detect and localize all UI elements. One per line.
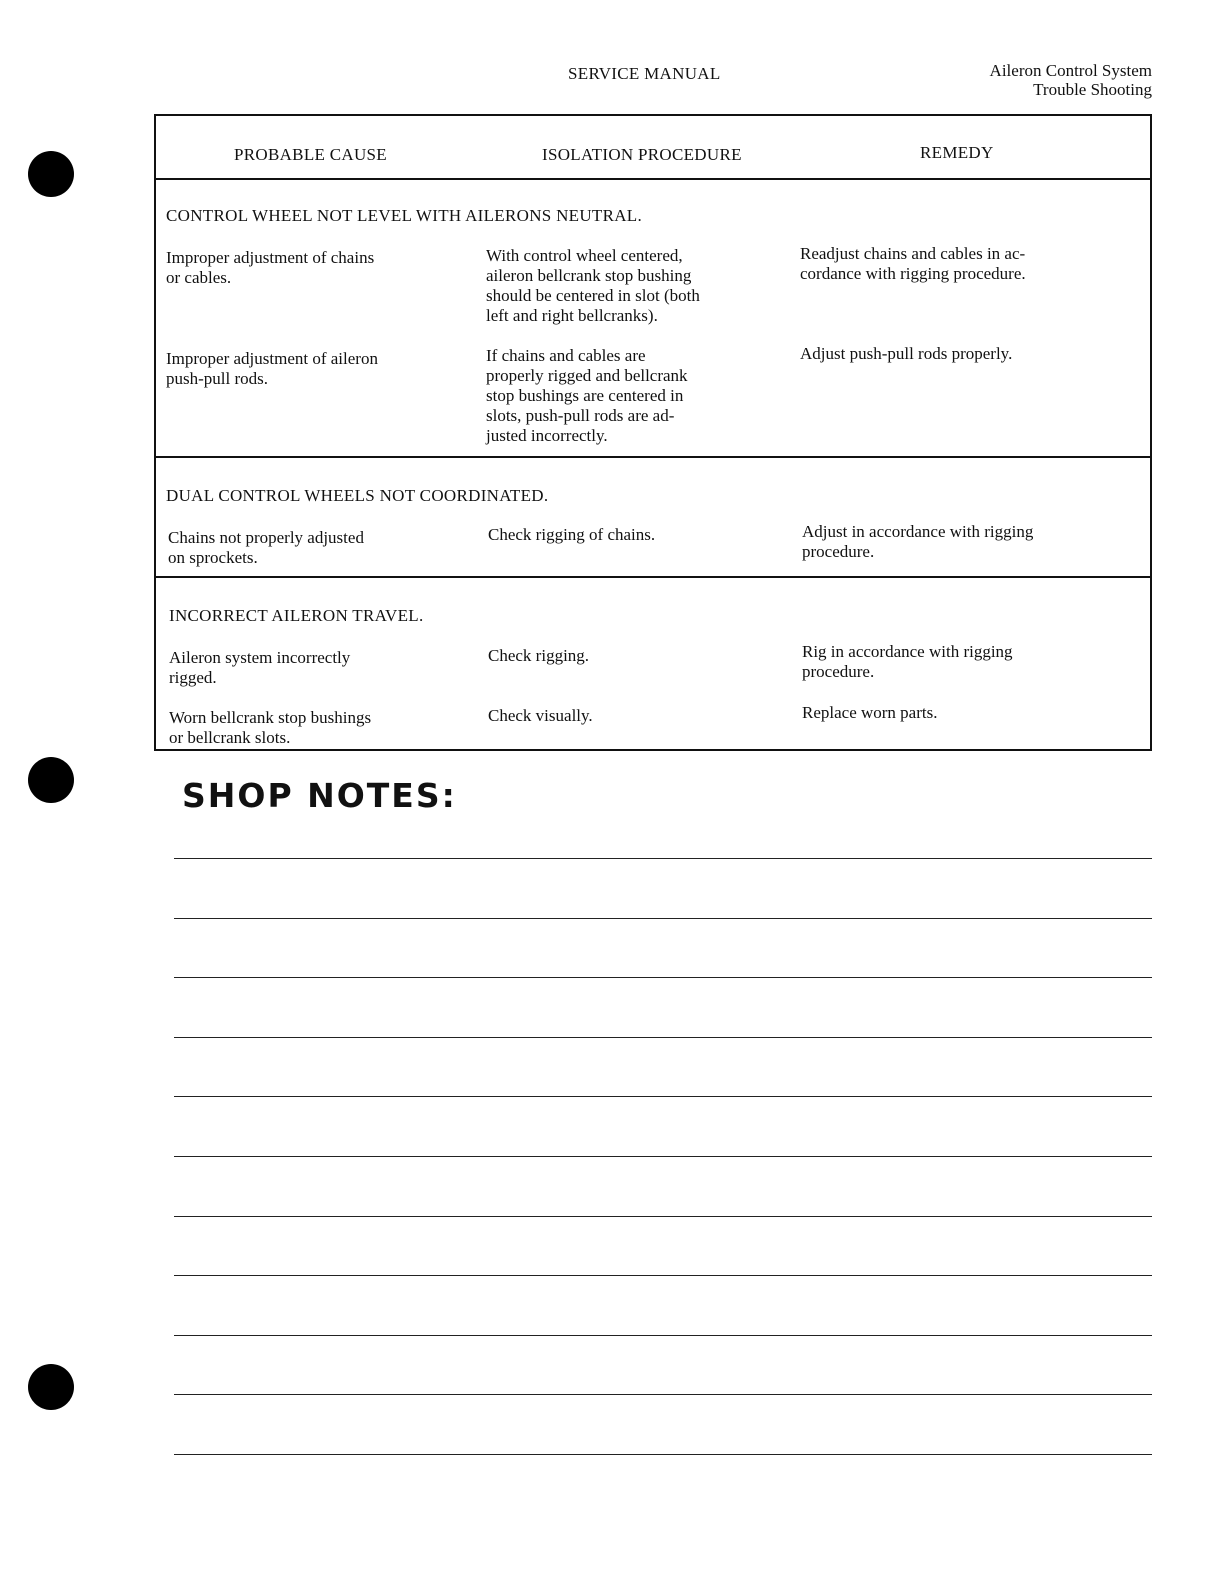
note-line xyxy=(174,1096,1152,1097)
note-line xyxy=(174,977,1152,978)
troubleshooting-table xyxy=(154,114,1152,751)
note-line xyxy=(174,1454,1152,1455)
table-section xyxy=(156,456,1150,576)
note-line xyxy=(174,1037,1152,1038)
section-title: CONTROL WHEEL NOT LEVEL WITH AILERONS NEUTRAL. xyxy=(166,206,643,225)
remedy-cell: Adjust in accordance with rigging procedure. xyxy=(802,522,1034,561)
isolation-procedure-cell: If chains and cables are properly rigged and bellcrank stop bushings are centered in slots, push-pull rods are ad- justed incorrectly. xyxy=(486,346,688,445)
column-header-probable-cause: PROBABLE CAUSE xyxy=(234,145,387,164)
binder-hole-top xyxy=(28,151,74,197)
shop-notes-heading: SHOP NOTES: xyxy=(182,776,457,815)
note-line xyxy=(174,918,1152,919)
remedy-cell: Adjust push-pull rods properly. xyxy=(800,344,1013,363)
note-line xyxy=(174,858,1152,859)
manual-title: SERVICE MANUAL xyxy=(568,64,721,83)
probable-cause-cell: Aileron system incorrectly rigged. xyxy=(169,648,351,687)
section-heading-line2: Trouble Shooting xyxy=(1033,80,1152,99)
note-line xyxy=(174,1394,1152,1395)
note-line xyxy=(174,1275,1152,1276)
remedy-cell: Readjust chains and cables in ac- cordance with rigging procedure. xyxy=(800,244,1026,283)
isolation-procedure-cell: With control wheel centered, aileron bellcrank stop bushing should be centered in slot (both left and right bellcranks). xyxy=(486,246,700,325)
note-line xyxy=(174,1216,1152,1217)
section-heading-line1: Aileron Control System xyxy=(989,61,1152,80)
probable-cause-cell: Improper adjustment of aileron push-pull rods. xyxy=(166,349,378,388)
note-line xyxy=(174,1156,1152,1157)
table-section xyxy=(156,178,1150,456)
probable-cause-cell: Worn bellcrank stop bushings or bellcrank slots. xyxy=(169,708,372,747)
section-title: DUAL CONTROL WHEELS NOT COORDINATED. xyxy=(166,486,549,505)
remedy-cell: Replace worn parts. xyxy=(802,703,938,722)
column-header-isolation-procedure: ISOLATION PROCEDURE xyxy=(542,145,742,164)
binder-hole-bottom xyxy=(28,1364,74,1410)
probable-cause-cell: Chains not properly adjusted on sprockets. xyxy=(168,528,364,567)
probable-cause-cell: Improper adjustment of chains or cables. xyxy=(166,248,375,287)
note-line xyxy=(174,1335,1152,1336)
column-header-remedy: REMEDY xyxy=(920,143,994,162)
isolation-procedure-cell: Check visually. xyxy=(488,706,593,725)
remedy-cell: Rig in accordance with rigging procedure. xyxy=(802,642,1013,681)
section-title: INCORRECT AILERON TRAVEL. xyxy=(169,606,424,625)
isolation-procedure-cell: Check rigging of chains. xyxy=(488,525,656,544)
table-header xyxy=(156,116,1150,180)
isolation-procedure-cell: Check rigging. xyxy=(488,646,590,665)
section-heading xyxy=(990,61,1152,99)
table-section xyxy=(156,576,1150,751)
binder-hole-middle xyxy=(28,757,74,803)
